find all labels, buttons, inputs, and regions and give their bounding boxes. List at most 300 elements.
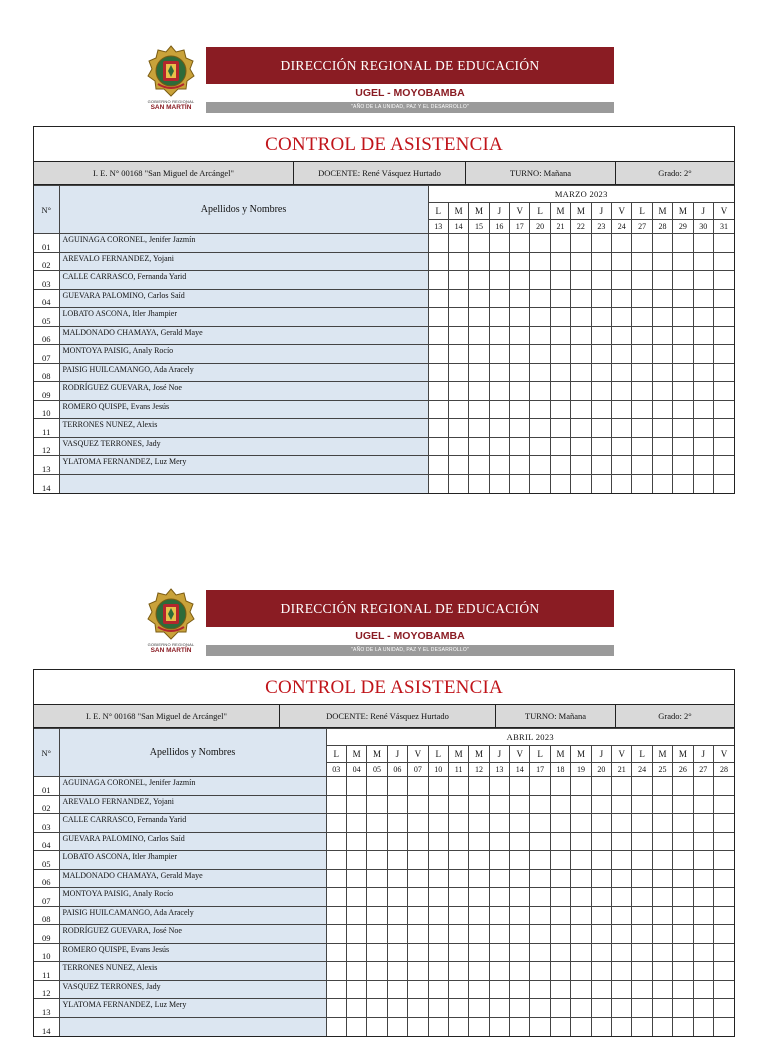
attendance-cell[interactable] bbox=[550, 795, 570, 814]
attendance-cell[interactable] bbox=[530, 1017, 550, 1036]
attendance-cell[interactable] bbox=[489, 777, 509, 796]
attendance-cell[interactable] bbox=[632, 925, 652, 944]
attendance-cell[interactable] bbox=[591, 326, 611, 345]
attendance-cell[interactable] bbox=[367, 999, 387, 1018]
attendance-cell[interactable] bbox=[408, 851, 428, 870]
attendance-cell[interactable] bbox=[448, 382, 468, 401]
attendance-cell[interactable] bbox=[612, 832, 632, 851]
attendance-cell[interactable] bbox=[713, 474, 734, 493]
attendance-cell[interactable] bbox=[652, 252, 672, 271]
attendance-cell[interactable] bbox=[632, 308, 652, 327]
attendance-cell[interactable] bbox=[367, 980, 387, 999]
attendance-cell[interactable] bbox=[428, 474, 448, 493]
attendance-cell[interactable] bbox=[326, 777, 346, 796]
attendance-cell[interactable] bbox=[693, 814, 713, 833]
attendance-cell[interactable] bbox=[693, 851, 713, 870]
attendance-cell[interactable] bbox=[510, 419, 530, 438]
attendance-cell[interactable] bbox=[632, 456, 652, 475]
attendance-cell[interactable] bbox=[652, 777, 672, 796]
attendance-cell[interactable] bbox=[571, 832, 591, 851]
attendance-cell[interactable] bbox=[448, 999, 468, 1018]
attendance-cell[interactable] bbox=[693, 925, 713, 944]
attendance-cell[interactable] bbox=[713, 925, 734, 944]
attendance-cell[interactable] bbox=[428, 999, 448, 1018]
attendance-cell[interactable] bbox=[387, 851, 407, 870]
attendance-cell[interactable] bbox=[612, 326, 632, 345]
attendance-cell[interactable] bbox=[591, 851, 611, 870]
attendance-cell[interactable] bbox=[550, 814, 570, 833]
attendance-cell[interactable] bbox=[510, 382, 530, 401]
attendance-cell[interactable] bbox=[632, 234, 652, 253]
attendance-cell[interactable] bbox=[408, 795, 428, 814]
attendance-cell[interactable] bbox=[571, 795, 591, 814]
attendance-cell[interactable] bbox=[632, 326, 652, 345]
attendance-cell[interactable] bbox=[591, 832, 611, 851]
attendance-cell[interactable] bbox=[428, 814, 448, 833]
attendance-cell[interactable] bbox=[652, 851, 672, 870]
attendance-cell[interactable] bbox=[550, 925, 570, 944]
attendance-cell[interactable] bbox=[673, 999, 693, 1018]
attendance-cell[interactable] bbox=[612, 943, 632, 962]
attendance-cell[interactable] bbox=[448, 326, 468, 345]
attendance-cell[interactable] bbox=[489, 943, 509, 962]
attendance-cell[interactable] bbox=[326, 980, 346, 999]
attendance-cell[interactable] bbox=[693, 888, 713, 907]
attendance-cell[interactable] bbox=[713, 777, 734, 796]
attendance-cell[interactable] bbox=[367, 832, 387, 851]
attendance-cell[interactable] bbox=[571, 419, 591, 438]
attendance-cell[interactable] bbox=[713, 437, 734, 456]
attendance-cell[interactable] bbox=[713, 869, 734, 888]
attendance-cell[interactable] bbox=[612, 363, 632, 382]
attendance-cell[interactable] bbox=[713, 456, 734, 475]
attendance-cell[interactable] bbox=[469, 474, 489, 493]
attendance-cell[interactable] bbox=[530, 308, 550, 327]
attendance-cell[interactable] bbox=[489, 962, 509, 981]
attendance-cell[interactable] bbox=[448, 814, 468, 833]
attendance-cell[interactable] bbox=[673, 925, 693, 944]
attendance-cell[interactable] bbox=[530, 326, 550, 345]
attendance-cell[interactable] bbox=[530, 999, 550, 1018]
attendance-cell[interactable] bbox=[713, 832, 734, 851]
attendance-cell[interactable] bbox=[530, 851, 550, 870]
attendance-cell[interactable] bbox=[489, 869, 509, 888]
attendance-cell[interactable] bbox=[571, 1017, 591, 1036]
attendance-cell[interactable] bbox=[346, 888, 366, 907]
attendance-cell[interactable] bbox=[448, 234, 468, 253]
attendance-cell[interactable] bbox=[469, 326, 489, 345]
attendance-cell[interactable] bbox=[550, 474, 570, 493]
attendance-cell[interactable] bbox=[591, 271, 611, 290]
attendance-cell[interactable] bbox=[713, 795, 734, 814]
attendance-cell[interactable] bbox=[652, 906, 672, 925]
attendance-cell[interactable] bbox=[550, 382, 570, 401]
attendance-cell[interactable] bbox=[428, 925, 448, 944]
attendance-cell[interactable] bbox=[530, 888, 550, 907]
attendance-cell[interactable] bbox=[571, 869, 591, 888]
attendance-cell[interactable] bbox=[713, 252, 734, 271]
attendance-cell[interactable] bbox=[550, 832, 570, 851]
attendance-cell[interactable] bbox=[530, 962, 550, 981]
attendance-cell[interactable] bbox=[346, 906, 366, 925]
attendance-cell[interactable] bbox=[591, 925, 611, 944]
attendance-cell[interactable] bbox=[469, 851, 489, 870]
attendance-cell[interactable] bbox=[510, 456, 530, 475]
attendance-cell[interactable] bbox=[510, 906, 530, 925]
attendance-cell[interactable] bbox=[632, 777, 652, 796]
attendance-cell[interactable] bbox=[550, 906, 570, 925]
attendance-cell[interactable] bbox=[693, 906, 713, 925]
attendance-cell[interactable] bbox=[469, 363, 489, 382]
attendance-cell[interactable] bbox=[693, 869, 713, 888]
attendance-cell[interactable] bbox=[530, 814, 550, 833]
attendance-cell[interactable] bbox=[693, 400, 713, 419]
attendance-cell[interactable] bbox=[673, 363, 693, 382]
attendance-cell[interactable] bbox=[428, 363, 448, 382]
attendance-cell[interactable] bbox=[612, 419, 632, 438]
attendance-cell[interactable] bbox=[591, 869, 611, 888]
attendance-cell[interactable] bbox=[713, 888, 734, 907]
attendance-cell[interactable] bbox=[693, 474, 713, 493]
attendance-cell[interactable] bbox=[469, 234, 489, 253]
attendance-cell[interactable] bbox=[530, 363, 550, 382]
attendance-cell[interactable] bbox=[346, 943, 366, 962]
attendance-cell[interactable] bbox=[571, 271, 591, 290]
attendance-cell[interactable] bbox=[448, 1017, 468, 1036]
attendance-cell[interactable] bbox=[448, 795, 468, 814]
attendance-cell[interactable] bbox=[632, 1017, 652, 1036]
attendance-cell[interactable] bbox=[550, 777, 570, 796]
attendance-cell[interactable] bbox=[550, 419, 570, 438]
attendance-cell[interactable] bbox=[469, 943, 489, 962]
attendance-cell[interactable] bbox=[448, 962, 468, 981]
attendance-cell[interactable] bbox=[713, 1017, 734, 1036]
attendance-cell[interactable] bbox=[326, 906, 346, 925]
attendance-cell[interactable] bbox=[632, 943, 652, 962]
attendance-cell[interactable] bbox=[448, 289, 468, 308]
attendance-cell[interactable] bbox=[387, 1017, 407, 1036]
attendance-cell[interactable] bbox=[652, 869, 672, 888]
attendance-cell[interactable] bbox=[408, 943, 428, 962]
attendance-cell[interactable] bbox=[652, 400, 672, 419]
attendance-cell[interactable] bbox=[489, 1017, 509, 1036]
attendance-cell[interactable] bbox=[652, 814, 672, 833]
attendance-cell[interactable] bbox=[346, 999, 366, 1018]
attendance-cell[interactable] bbox=[550, 943, 570, 962]
attendance-cell[interactable] bbox=[612, 437, 632, 456]
attendance-cell[interactable] bbox=[469, 456, 489, 475]
attendance-cell[interactable] bbox=[713, 382, 734, 401]
attendance-cell[interactable] bbox=[550, 962, 570, 981]
attendance-cell[interactable] bbox=[571, 456, 591, 475]
attendance-cell[interactable] bbox=[489, 437, 509, 456]
attendance-cell[interactable] bbox=[632, 400, 652, 419]
attendance-cell[interactable] bbox=[591, 252, 611, 271]
attendance-cell[interactable] bbox=[326, 1017, 346, 1036]
attendance-cell[interactable] bbox=[591, 888, 611, 907]
attendance-cell[interactable] bbox=[428, 851, 448, 870]
attendance-cell[interactable] bbox=[408, 999, 428, 1018]
attendance-cell[interactable] bbox=[591, 906, 611, 925]
attendance-cell[interactable] bbox=[469, 999, 489, 1018]
attendance-cell[interactable] bbox=[448, 345, 468, 364]
attendance-cell[interactable] bbox=[632, 382, 652, 401]
attendance-cell[interactable] bbox=[346, 814, 366, 833]
attendance-cell[interactable] bbox=[428, 345, 448, 364]
attendance-cell[interactable] bbox=[693, 234, 713, 253]
attendance-cell[interactable] bbox=[469, 777, 489, 796]
attendance-cell[interactable] bbox=[652, 382, 672, 401]
attendance-cell[interactable] bbox=[571, 851, 591, 870]
attendance-cell[interactable] bbox=[387, 869, 407, 888]
attendance-cell[interactable] bbox=[713, 419, 734, 438]
attendance-cell[interactable] bbox=[510, 795, 530, 814]
attendance-cell[interactable] bbox=[713, 345, 734, 364]
attendance-cell[interactable] bbox=[387, 999, 407, 1018]
attendance-cell[interactable] bbox=[489, 382, 509, 401]
attendance-cell[interactable] bbox=[571, 888, 591, 907]
attendance-cell[interactable] bbox=[591, 1017, 611, 1036]
attendance-cell[interactable] bbox=[448, 906, 468, 925]
attendance-cell[interactable] bbox=[550, 980, 570, 999]
attendance-cell[interactable] bbox=[612, 382, 632, 401]
attendance-cell[interactable] bbox=[632, 869, 652, 888]
attendance-cell[interactable] bbox=[612, 289, 632, 308]
attendance-cell[interactable] bbox=[693, 795, 713, 814]
attendance-cell[interactable] bbox=[673, 419, 693, 438]
attendance-cell[interactable] bbox=[428, 888, 448, 907]
attendance-cell[interactable] bbox=[673, 345, 693, 364]
attendance-cell[interactable] bbox=[428, 419, 448, 438]
attendance-cell[interactable] bbox=[428, 777, 448, 796]
attendance-cell[interactable] bbox=[448, 943, 468, 962]
attendance-cell[interactable] bbox=[632, 419, 652, 438]
attendance-cell[interactable] bbox=[448, 888, 468, 907]
attendance-cell[interactable] bbox=[510, 888, 530, 907]
attendance-cell[interactable] bbox=[530, 252, 550, 271]
attendance-cell[interactable] bbox=[693, 252, 713, 271]
attendance-cell[interactable] bbox=[612, 888, 632, 907]
attendance-cell[interactable] bbox=[367, 869, 387, 888]
attendance-cell[interactable] bbox=[469, 1017, 489, 1036]
attendance-cell[interactable] bbox=[489, 345, 509, 364]
attendance-cell[interactable] bbox=[550, 869, 570, 888]
attendance-cell[interactable] bbox=[530, 980, 550, 999]
attendance-cell[interactable] bbox=[673, 289, 693, 308]
attendance-cell[interactable] bbox=[591, 795, 611, 814]
attendance-cell[interactable] bbox=[489, 851, 509, 870]
attendance-cell[interactable] bbox=[367, 851, 387, 870]
attendance-cell[interactable] bbox=[408, 814, 428, 833]
attendance-cell[interactable] bbox=[387, 888, 407, 907]
attendance-cell[interactable] bbox=[408, 980, 428, 999]
attendance-cell[interactable] bbox=[346, 832, 366, 851]
attendance-cell[interactable] bbox=[693, 980, 713, 999]
attendance-cell[interactable] bbox=[693, 832, 713, 851]
attendance-cell[interactable] bbox=[489, 474, 509, 493]
attendance-cell[interactable] bbox=[489, 795, 509, 814]
attendance-cell[interactable] bbox=[612, 925, 632, 944]
attendance-cell[interactable] bbox=[489, 980, 509, 999]
attendance-cell[interactable] bbox=[530, 419, 550, 438]
attendance-cell[interactable] bbox=[612, 906, 632, 925]
attendance-cell[interactable] bbox=[673, 888, 693, 907]
attendance-cell[interactable] bbox=[428, 980, 448, 999]
attendance-cell[interactable] bbox=[693, 962, 713, 981]
attendance-cell[interactable] bbox=[448, 363, 468, 382]
attendance-cell[interactable] bbox=[571, 400, 591, 419]
attendance-cell[interactable] bbox=[673, 234, 693, 253]
attendance-cell[interactable] bbox=[510, 943, 530, 962]
attendance-cell[interactable] bbox=[530, 234, 550, 253]
attendance-cell[interactable] bbox=[428, 400, 448, 419]
attendance-cell[interactable] bbox=[346, 925, 366, 944]
attendance-cell[interactable] bbox=[571, 962, 591, 981]
attendance-cell[interactable] bbox=[530, 271, 550, 290]
attendance-cell[interactable] bbox=[408, 888, 428, 907]
attendance-cell[interactable] bbox=[346, 869, 366, 888]
attendance-cell[interactable] bbox=[428, 382, 448, 401]
attendance-cell[interactable] bbox=[550, 234, 570, 253]
attendance-cell[interactable] bbox=[510, 980, 530, 999]
attendance-cell[interactable] bbox=[591, 234, 611, 253]
attendance-cell[interactable] bbox=[367, 814, 387, 833]
attendance-cell[interactable] bbox=[673, 943, 693, 962]
attendance-cell[interactable] bbox=[713, 999, 734, 1018]
attendance-cell[interactable] bbox=[326, 888, 346, 907]
attendance-cell[interactable] bbox=[571, 925, 591, 944]
attendance-cell[interactable] bbox=[510, 999, 530, 1018]
attendance-cell[interactable] bbox=[530, 795, 550, 814]
attendance-cell[interactable] bbox=[448, 925, 468, 944]
attendance-cell[interactable] bbox=[489, 906, 509, 925]
attendance-cell[interactable] bbox=[652, 363, 672, 382]
attendance-cell[interactable] bbox=[387, 962, 407, 981]
attendance-cell[interactable] bbox=[571, 814, 591, 833]
attendance-cell[interactable] bbox=[448, 419, 468, 438]
attendance-cell[interactable] bbox=[530, 382, 550, 401]
attendance-cell[interactable] bbox=[469, 869, 489, 888]
attendance-cell[interactable] bbox=[571, 289, 591, 308]
attendance-cell[interactable] bbox=[510, 363, 530, 382]
attendance-cell[interactable] bbox=[571, 326, 591, 345]
attendance-cell[interactable] bbox=[612, 345, 632, 364]
attendance-cell[interactable] bbox=[591, 345, 611, 364]
attendance-cell[interactable] bbox=[673, 474, 693, 493]
attendance-cell[interactable] bbox=[571, 382, 591, 401]
attendance-cell[interactable] bbox=[571, 252, 591, 271]
attendance-cell[interactable] bbox=[489, 832, 509, 851]
attendance-cell[interactable] bbox=[530, 925, 550, 944]
attendance-cell[interactable] bbox=[673, 456, 693, 475]
attendance-cell[interactable] bbox=[469, 925, 489, 944]
attendance-cell[interactable] bbox=[713, 363, 734, 382]
attendance-cell[interactable] bbox=[713, 326, 734, 345]
attendance-cell[interactable] bbox=[510, 326, 530, 345]
attendance-cell[interactable] bbox=[632, 999, 652, 1018]
attendance-cell[interactable] bbox=[367, 925, 387, 944]
attendance-cell[interactable] bbox=[489, 419, 509, 438]
attendance-cell[interactable] bbox=[387, 906, 407, 925]
attendance-cell[interactable] bbox=[489, 888, 509, 907]
attendance-cell[interactable] bbox=[713, 980, 734, 999]
attendance-cell[interactable] bbox=[428, 437, 448, 456]
attendance-cell[interactable] bbox=[713, 234, 734, 253]
attendance-cell[interactable] bbox=[448, 851, 468, 870]
attendance-cell[interactable] bbox=[632, 906, 652, 925]
attendance-cell[interactable] bbox=[632, 271, 652, 290]
attendance-cell[interactable] bbox=[693, 999, 713, 1018]
attendance-cell[interactable] bbox=[510, 869, 530, 888]
attendance-cell[interactable] bbox=[571, 777, 591, 796]
attendance-cell[interactable] bbox=[713, 814, 734, 833]
attendance-cell[interactable] bbox=[652, 474, 672, 493]
attendance-cell[interactable] bbox=[673, 271, 693, 290]
attendance-cell[interactable] bbox=[408, 869, 428, 888]
attendance-cell[interactable] bbox=[469, 419, 489, 438]
attendance-cell[interactable] bbox=[673, 980, 693, 999]
attendance-cell[interactable] bbox=[448, 252, 468, 271]
attendance-cell[interactable] bbox=[673, 795, 693, 814]
attendance-cell[interactable] bbox=[428, 832, 448, 851]
attendance-cell[interactable] bbox=[612, 456, 632, 475]
attendance-cell[interactable] bbox=[550, 400, 570, 419]
attendance-cell[interactable] bbox=[510, 234, 530, 253]
attendance-cell[interactable] bbox=[652, 980, 672, 999]
attendance-cell[interactable] bbox=[591, 363, 611, 382]
attendance-cell[interactable] bbox=[632, 888, 652, 907]
attendance-cell[interactable] bbox=[387, 814, 407, 833]
attendance-cell[interactable] bbox=[469, 252, 489, 271]
attendance-cell[interactable] bbox=[591, 400, 611, 419]
attendance-cell[interactable] bbox=[612, 851, 632, 870]
attendance-cell[interactable] bbox=[489, 456, 509, 475]
attendance-cell[interactable] bbox=[693, 289, 713, 308]
attendance-cell[interactable] bbox=[489, 400, 509, 419]
attendance-cell[interactable] bbox=[713, 906, 734, 925]
attendance-cell[interactable] bbox=[571, 437, 591, 456]
attendance-cell[interactable] bbox=[693, 777, 713, 796]
attendance-cell[interactable] bbox=[713, 962, 734, 981]
attendance-cell[interactable] bbox=[510, 962, 530, 981]
attendance-cell[interactable] bbox=[346, 777, 366, 796]
attendance-cell[interactable] bbox=[387, 777, 407, 796]
attendance-cell[interactable] bbox=[632, 795, 652, 814]
attendance-cell[interactable] bbox=[632, 363, 652, 382]
attendance-cell[interactable] bbox=[693, 271, 713, 290]
attendance-cell[interactable] bbox=[612, 980, 632, 999]
attendance-cell[interactable] bbox=[652, 345, 672, 364]
attendance-cell[interactable] bbox=[673, 832, 693, 851]
attendance-cell[interactable] bbox=[408, 925, 428, 944]
attendance-cell[interactable] bbox=[408, 832, 428, 851]
attendance-cell[interactable] bbox=[571, 980, 591, 999]
attendance-cell[interactable] bbox=[428, 271, 448, 290]
attendance-cell[interactable] bbox=[510, 777, 530, 796]
attendance-cell[interactable] bbox=[632, 962, 652, 981]
attendance-cell[interactable] bbox=[510, 400, 530, 419]
attendance-cell[interactable] bbox=[713, 400, 734, 419]
attendance-cell[interactable] bbox=[673, 1017, 693, 1036]
attendance-cell[interactable] bbox=[428, 326, 448, 345]
attendance-cell[interactable] bbox=[550, 437, 570, 456]
attendance-cell[interactable] bbox=[591, 308, 611, 327]
attendance-cell[interactable] bbox=[469, 437, 489, 456]
attendance-cell[interactable] bbox=[632, 832, 652, 851]
attendance-cell[interactable] bbox=[367, 906, 387, 925]
attendance-cell[interactable] bbox=[346, 851, 366, 870]
attendance-cell[interactable] bbox=[530, 906, 550, 925]
